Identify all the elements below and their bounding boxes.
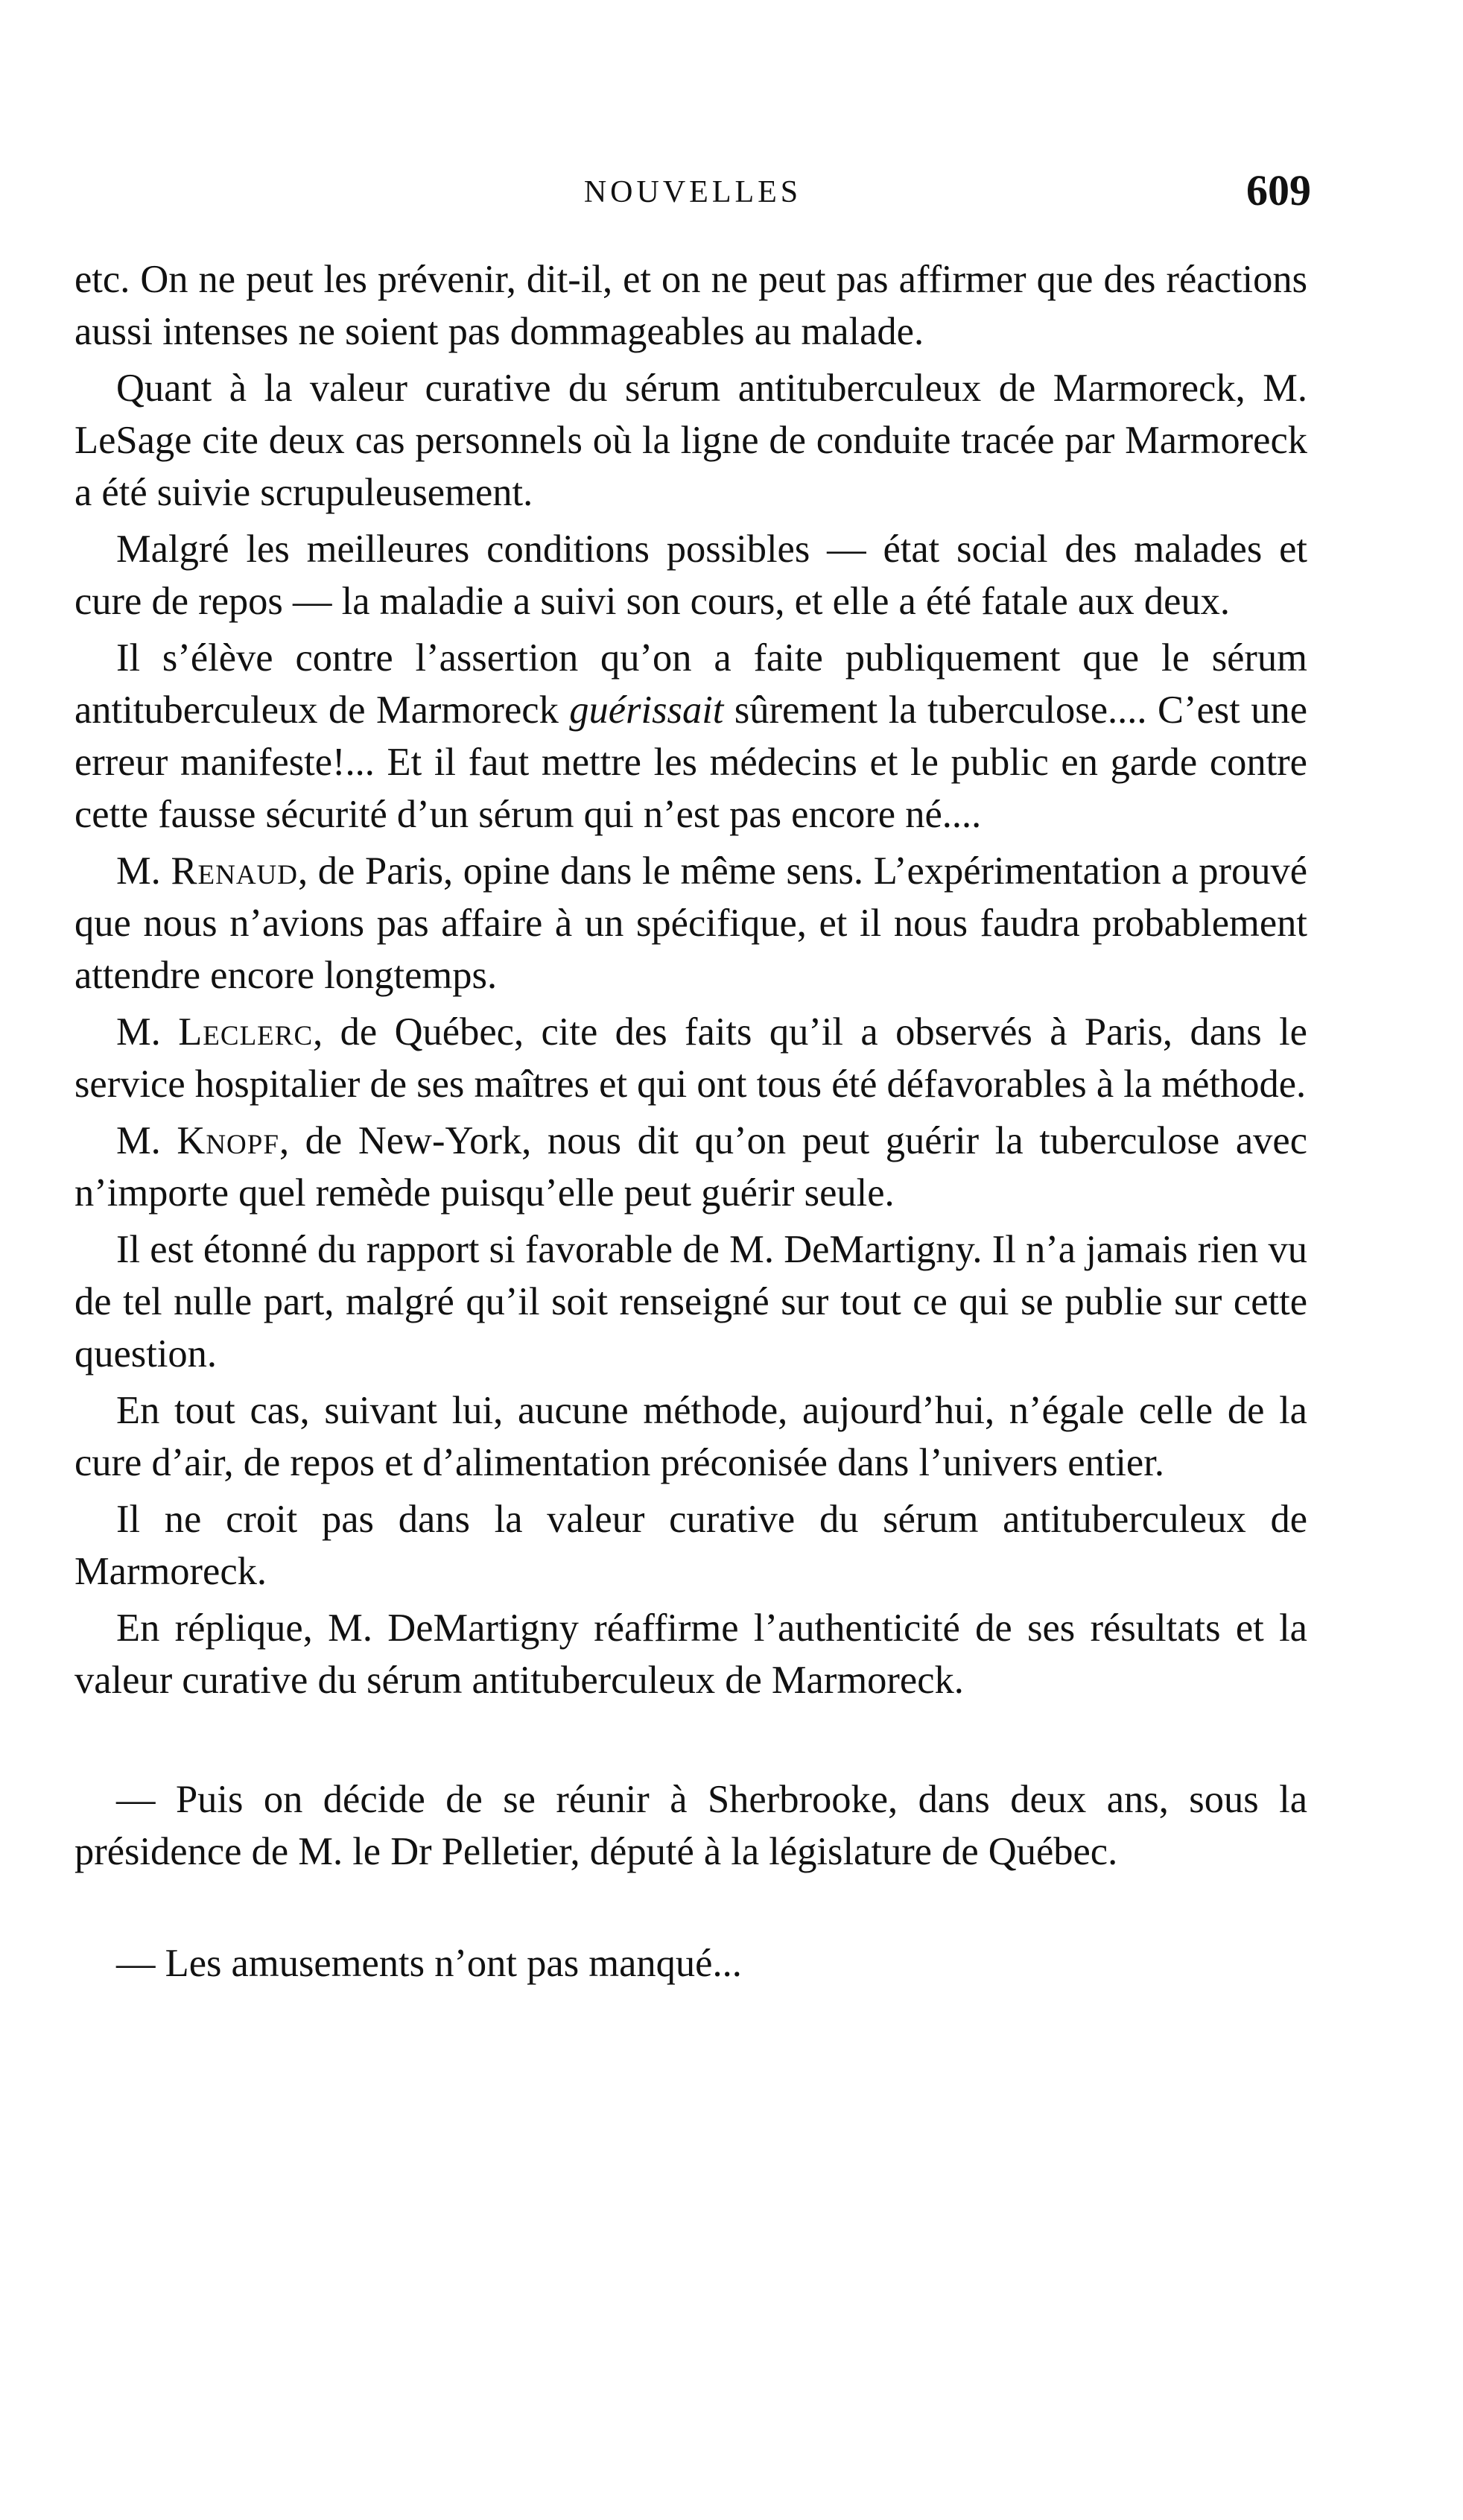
section-title: NOUVELLES [583,175,802,209]
speaker-name: Leclerc [178,1010,314,1054]
paragraph-11: En réplique, M. DeMartigny réaffirme l’authenticité de ses résultats et la valeur curative du sérum antituberculeux de Marmoreck. [74,1606,1307,1702]
emphasized-word: guérissait [569,688,724,732]
paragraph-4 [74,632,1307,840]
paragraph-5-start: M. [116,849,171,893]
page-number: 609 [1246,166,1311,215]
paragraph-4-end: sûrement la tuberculose.... C’est une erreur manifeste!... Et il faut mettre les médecins et le public en garde contre cette fausse sécurité d’un sérum qui n’est pas encore né.... [74,688,1307,836]
paragraph-13: — Les amusements n’ont pas manqué... [116,1942,742,1985]
paragraph-3: Malgré les meilleures conditions possibles — état social des malades et cure de repos — la maladie a suivi son cours, et elle a été fatale aux deux. [74,528,1307,623]
paragraph-7-start: M. [116,1119,177,1162]
speaker-name: Knopf [177,1119,279,1162]
paragraph-9: En tout cas, suivant lui, aucune méthode, aujourd’hui, n’égale celle de la cure d’air, de repos et d’alimentation préconisée dans l’univers entier. [74,1389,1307,1484]
paragraph-12: — Puis on décide de se réunir à Sherbrooke, dans deux ans, sous la présidence de M. le Dr Pelletier, député à la législature de Québec. [74,1778,1307,1873]
paragraph-8: Il est étonné du rapport si favorable de M. DeMartigny. Il n’a jamais rien vu de tel nulle part, malgré qu’il soit renseigné sur tout ce qui se publie sur cette question. [74,1228,1307,1375]
paragraph-7-end: , de New-York, nous dit qu’on peut guérir la tuberculose avec n’importe quel remède puisqu’elle peut guérir seule. [74,1119,1307,1215]
paragraph-7 [74,1115,1307,1219]
paragraph-5-end: , de Paris, opine dans le même sens. L’expérimentation a prouvé que nous n’avions pas affaire à un spécifique, et il nous faudra probablement attendre encore longtemps. [74,849,1307,997]
paragraph-2: Quant à la valeur curative du sérum antituberculeux de Marmoreck, M. LeSage cite deux cas personnels où la ligne de conduite tracée par Marmoreck a été suivie scrupuleusement. [74,367,1307,514]
paragraph-1: etc. On ne peut les prévenir, dit-il, et on ne peut pas affirmer que des réactions aussi intenses ne soient pas dommageables au malade. [74,258,1307,353]
paragraph-5 [74,845,1307,1001]
running-header [74,165,1311,225]
paragraph-10: Il ne croit pas dans la valeur curative du sérum antituberculeux de Marmoreck. [74,1498,1307,1593]
body-text [74,253,1307,1994]
paragraph-6 [74,1006,1307,1110]
paragraph-6-end: , de Québec, cite des faits qu’il a observés à Paris, dans le service hospitalier de ses maîtres et qui ont tous été défavorables à la méthode. [74,1010,1307,1106]
paragraph-6-start: M. [116,1010,179,1054]
paragraph-4-start: Il s’élève contre l’assertion qu’on a faite publiquement que le sérum antituberculeux de Marmoreck [74,636,1307,732]
speaker-name: Renaud [171,849,298,893]
